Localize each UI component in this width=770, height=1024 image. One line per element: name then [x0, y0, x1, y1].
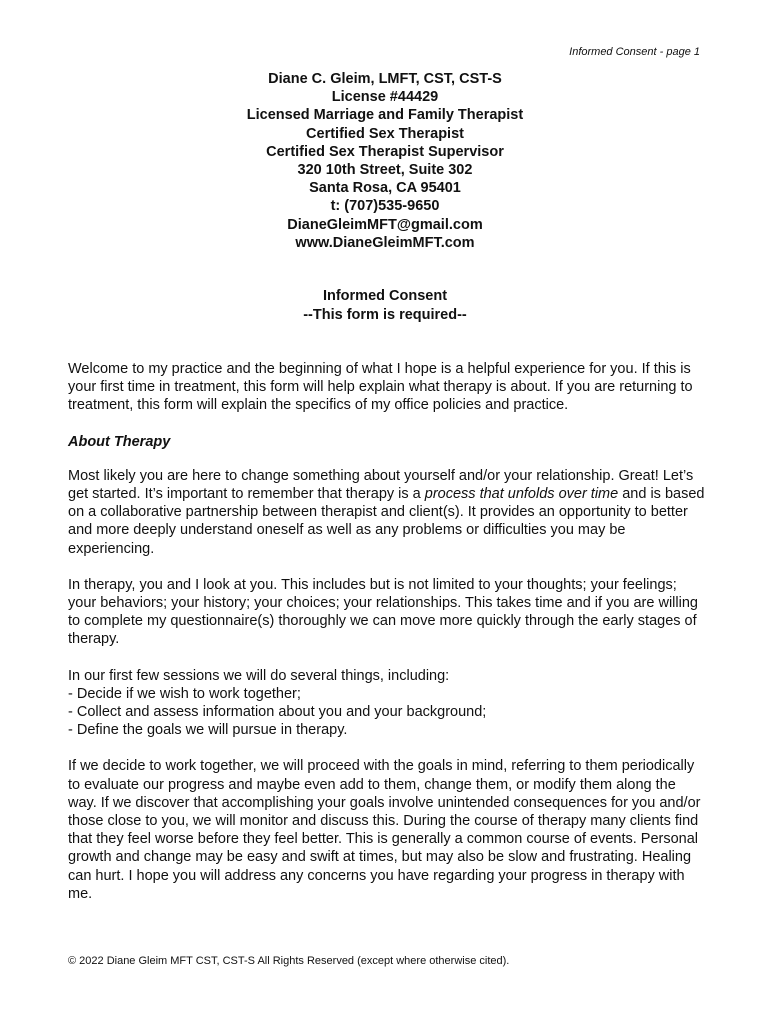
list-item: - Decide if we wish to work together;: [68, 685, 301, 702]
form-title-block: [0, 287, 770, 325]
sessions-list: [68, 667, 708, 740]
street-address: 320 10th Street, Suite 302: [297, 162, 473, 179]
page-number-label: Informed Consent - page 1: [569, 46, 700, 58]
sessions-intro: In our first few sessions we will do several things, including:: [68, 667, 450, 684]
document-body: [68, 360, 708, 921]
email-address: DianeGleimMFT@gmail.com: [287, 216, 483, 233]
list-item: - Define the goals we will pursue in therapy.: [68, 722, 348, 739]
emphasis-text: process that unfolds over time: [424, 486, 619, 503]
credential-line: Licensed Marriage and Family Therapist: [246, 107, 524, 124]
therapy-focus-paragraph: In therapy, you and I look at you. This includes but is not limited to your thoughts; your feelings; your behaviors; your history; your choices; your relationships. This takes time and if you are willing to complete my questionnaire(s) thoroughly we can move more quickly through the early stages of therapy.: [68, 576, 698, 648]
about-paragraph: [68, 467, 708, 558]
phone-number: t: (707)535-9650: [330, 198, 440, 215]
about-text-end: and is based on a collaborative partnership between therapist and client(s). It provides an opportunity to better and more deeply understand oneself as well as any problems or difficulties you may be experiencing.: [68, 486, 705, 557]
therapist-name: Diane C. Gleim, LMFT, CST, CST-S: [268, 71, 502, 87]
welcome-paragraph: Welcome to my practice and the beginning of what I hope is a helpful experience for you. If this is your first time in treatment, this form will help explain what therapy is about. If you are returning to treatment, this form will explain the specifics of my office policies and practice.: [68, 361, 693, 414]
section-heading: About Therapy: [68, 433, 171, 450]
form-title: Informed Consent: [322, 288, 448, 304]
credential-line: Certified Sex Therapist Supervisor: [266, 143, 504, 160]
copyright-footer: © 2022 Diane Gleim MFT CST, CST-S All Rights Reserved (except where otherwise cited).: [68, 955, 510, 967]
city-state-zip: Santa Rosa, CA 95401: [309, 180, 461, 197]
credential-line: Certified Sex Therapist: [306, 125, 464, 142]
license-number: License #44429: [331, 89, 439, 106]
letterhead: [0, 70, 770, 252]
goals-paragraph: If we decide to work together, we will proceed with the goals in mind, referring to them periodically to evaluate our progress and maybe even add to them, change them, or modify them along the way. If we discover that accomplishing your goals involve unintended consequences for you and/or those close to you, we will monitor and discuss this. During the course of therapy many clients find that they feel worse before they feel better. This is generally a common course of events. Personal growth and change may be easy and swift at times, but may also be slow and frustrating. Healing can hurt. I hope you will address any concerns you have regarding your progress in therapy with me.: [68, 758, 701, 902]
website-url: www.DianeGleimMFT.com: [295, 234, 475, 251]
list-item: - Collect and assess information about you and your background;: [68, 704, 487, 721]
about-text-start: Most likely you are here to change something about yourself and/or your relationship. Great! Let’s get started. It’s important to remember that therapy is a: [68, 467, 694, 503]
form-required-note: --This form is required--: [303, 307, 467, 323]
